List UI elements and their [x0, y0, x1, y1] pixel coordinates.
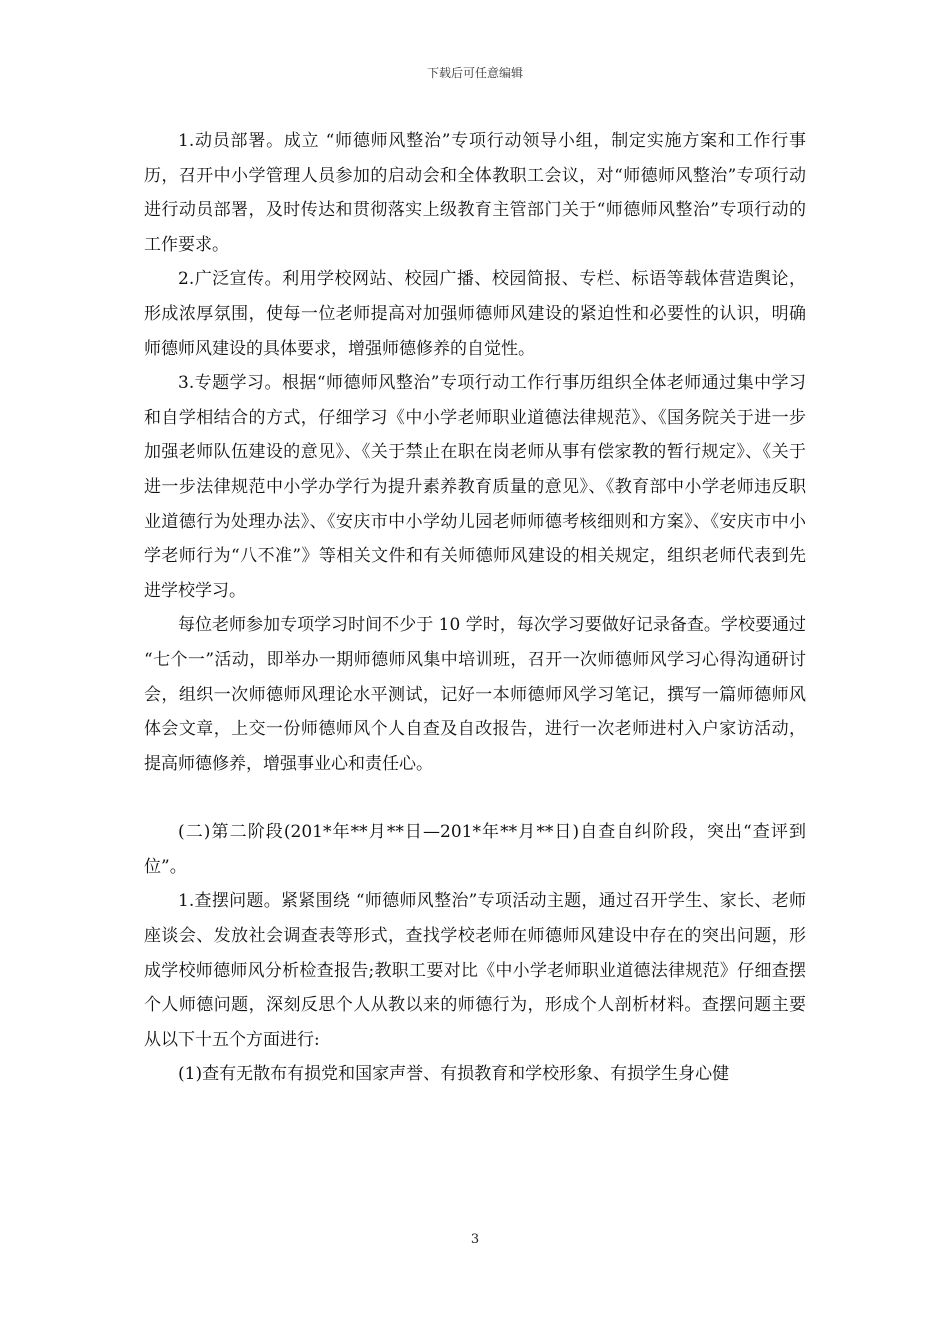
paragraph-item-one: (1)查有无散布有损党和国家声誉、有损教育和学校形象、有损学生身心健 [178, 1064, 730, 1085]
paragraph-study-hours: 每位老师参加专项学习时间不少于 10 学时，每次学习要做好记录备查。学校要通过 “七个一”活动，即举办一期师德师风集中培训班，召开一次师德师风学习心得沟通研讨会，组织一次师德师风理论水平测试，记好一本师德师风学习笔记，撰写一篇师德师风体会文章，上交一份师德师风个人自查及自改报告，进行一次老师进村入户家访活动，提高师德修养，增强事业心和责任心。 [144, 615, 806, 774]
page-header: 下载后可任意编辑 [426, 66, 523, 80]
paragraph-mobilization: 1.动员部署。成立 “师德师风整治”专项行动领导小组，制定实施方案和工作行事历，召开中小学管理人员参加的启动会和全体教职工会议，对“师德师风整治”专项行动进行动员部署，及时传达和贯彻落实上级教育主管部门关于“师德师风整治”专项行动的工作要求。 [144, 131, 806, 255]
paragraph-special-study: 3.专题学习。根据“师德师风整治”专项行动工作行事历组织全体老师通过集中学习和自学相结合的方式，仔细学习《中小学老师职业道德法律规范》、《国务院关于进一步加强老师队伍建设的意见》、《关于禁止在职在岗老师从事有偿家教的暂行规定》、《关于进一步法律规范中小学办学行为提升素养教育质量的意见》、《教育部中小学老师违反职业道德行为处理办法》、《安庆市中小学幼儿园老师师德考核细则和方案》、《安庆市中小学老师行为“八不准”》等相关文件和有关师德师风建设的相关规定，组织老师代表到先进学校学习。 [144, 373, 806, 601]
document-body [144, 124, 806, 1092]
paragraph-gap [144, 781, 806, 815]
page-number: 3 [470, 1232, 480, 1247]
paragraph-stage-two: (二)第二阶段(201*年**月**日—201*年**月**日)自查自纠阶段，突出“查评到位”。 [144, 822, 806, 877]
paragraph-publicity: 2.广泛宣传。利用学校网站、校园广播、校园简报、专栏、标语等载体营造舆论，形成浓厚氛围，使每一位老师提高对加强师德师风建设的紧迫性和必要性的认识，明确师德师风建设的具体要求，增强师德修养的自觉性。 [144, 269, 806, 359]
paragraph-identify-problems: 1.查摆问题。紧紧围绕 “师德师风整治”专项活动主题，通过召开学生、家长、老师座谈会、发放社会调查表等形式，查找学校老师在师德师风建设中存在的突出问题，形成学校师德师风分析检查报告;教职工要对比《中小学老师职业道德法律规范》仔细查摆个人师德问题，深刻反思个人从教以来的师德行为，形成个人剖析材料。查摆问题主要从以下十五个方面进行: [144, 891, 806, 1050]
